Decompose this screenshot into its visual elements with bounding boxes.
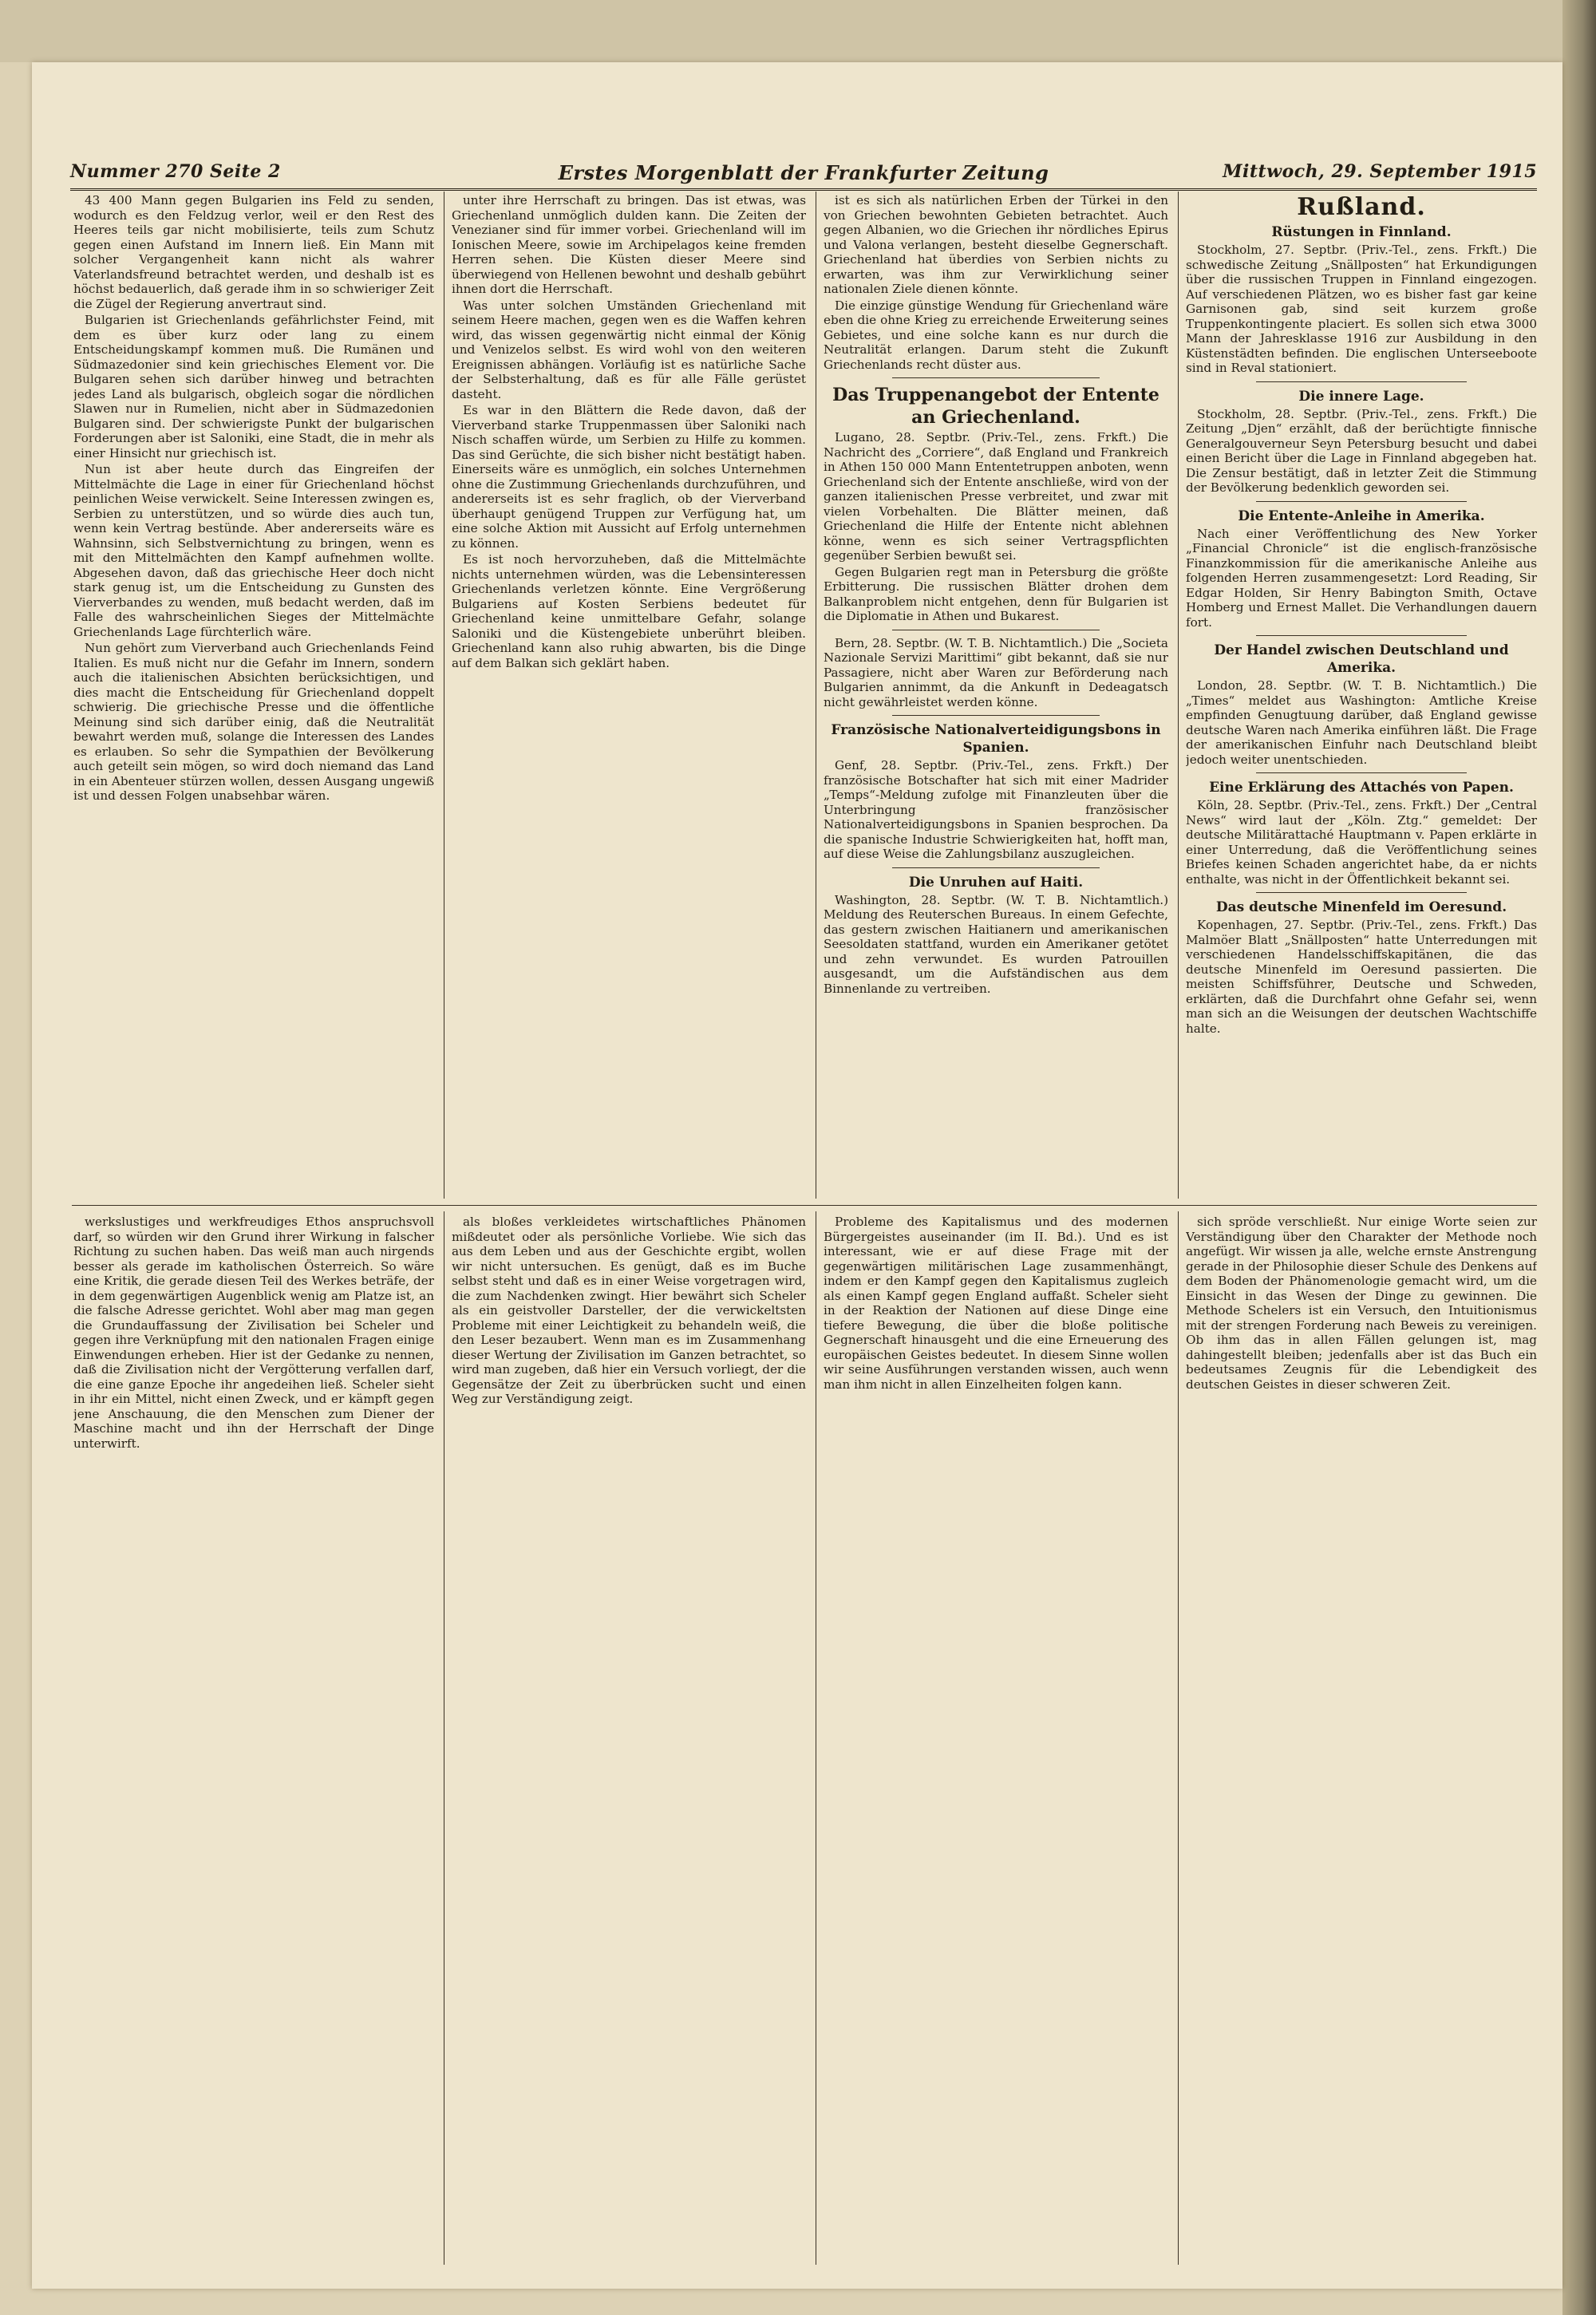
article-separator	[1256, 772, 1467, 773]
headline-nationalverteidigungsbons: Französische Nationalverteidigungsbons in Spanien.	[831, 722, 1161, 756]
paragraph: Was unter solchen Umständen Griechenland mit seinem Heere machen, gegen wen es die Waffen kehren wird, das wissen gegenwärtig nicht einmal der König und Venizelos selbst. Es wird wohl von den weiteren Ereignissen abhängen. Vorläufig ist es natürliche Sache der Selbsterhaltung, daß es für alle Fälle gerüstet dasteht.	[452, 298, 806, 401]
paragraph: unter ihre Herrschaft zu bringen. Das ist etwas, was Griechenland unmöglich dulden kann. Die Zeiten der Venezianer sind für immer vorbei. Griechenland will im Ionischen Meere, sowie im Archipelagos keine fremden Herren sehen. Die Küsten dieser Meere sind überwiegend von Hellenen bewohnt und deshalb gebührt ihnen dort die Herrschaft.	[452, 193, 806, 296]
feuilleton-rule	[72, 1205, 1537, 1206]
headline-truppenangebot: Das Truppenangebot der Entente an Griechenland.	[832, 385, 1159, 428]
headline-minenfeld: Das deutsche Minenfeld im Oeresund.	[1215, 899, 1507, 915]
paragraph: Nun gehört zum Vierverband auch Griechenlands Feind Italien. Es muß nicht nur die Gefahr im Innern, sondern auch die italienischen Absichten berücksichtigen, und dies macht die Entscheidung für Griechenland doppelt schwierig. Die griechische Presse und die öffentliche Meinung sind sich darüber einig, daß die Neutralität bewahrt werden muß, solange die Interessen des Landes es erlauben. So sehr die Sympathien der Bevölkerung auch geteilt sein mögen, so wird doch niemand das Land in ein Abenteuer stürzen wollen, dessen Ausgang ungewiß ist und dessen Folgen unabsehbar wären.	[73, 641, 434, 803]
article-column-2	[452, 193, 806, 1200]
article-separator	[1256, 635, 1467, 636]
article-separator	[1256, 501, 1467, 502]
column-rule	[1178, 192, 1179, 1199]
paragraph: London, 28. Septbr. (W. T. B. Nichtamtlich.) Die „Times“ meldet aus Washington: Amtliche Kreise empfinden Genugtuung darüber, daß England gewisse deutsche Waren nach Amerika einführen läßt. Die Frage der amerikanischen Einfuhr nach Deutschland bleibt jedoch weiter unentschieden.	[1186, 678, 1537, 767]
paragraph: werkslustiges und werkfreudiges Ethos anspruchsvoll darf, so würden wir den Grund ihrer Wirkung in falscher Richtung zu suchen haben. Das weiß man auch nirgends besser als gerade im katholischen Österreich. So wäre eine Kritik, die gerade diesen Teil des Werkes beträfe, der in dem gegenwärtigen Augenblick wenig am Platze ist, an die falsche Adresse gerichtet. Wohl aber mag man gegen die Grundauffassung der Zivilisation bei Scheler und gegen ihre Verknüpfung mit den nationalen Fragen einige Einwendungen erheben. Hier ist der Gedanke zu nennen, daß die Zivilisation nicht der Vergötterung verfallen darf, die eine ganze Epoche ihr angedeihen ließ. Scheler sieht in ihr ein Mittel, nicht einen Zweck, und er kämpft gegen jene Anschauung, die den Menschen zum Diener der Maschine macht und ihn der Herrschaft der Dinge unterwirft.	[73, 1215, 434, 1451]
paragraph: Bulgarien ist Griechenlands gefährlichster Feind, mit dem es über kurz oder lang zu einem Entscheidungskampf kommen muß. Die Rumänen und Südmazedonier sind kein griechisches Element vor. Die Bulgaren sehen sich darüber hinweg und betrachten jedes Land als bulgarisch, obgleich sogar die nördlichen Slawen nur in Rumelien, nicht aber in Südmazedonien Bulgaren sind. Der schwierigste Punkt der bulgarischen Forderungen aber ist Saloniki, eine Stadt, die in mehr als einer Hinsicht nur griechisch ist.	[73, 313, 434, 460]
headline-handel: Der Handel zwischen Deutschland und Amerika.	[1214, 642, 1509, 676]
paragraph: Lugano, 28. Septbr. (Priv.-Tel., zens. Frkft.) Die Nachricht des „Corriere“, daß England und Frankreich in Athen 150 000 Mann Ententetruppen anboten, wenn Griechenland sich der Entente anschließe, wird von der ganzen italienischen Presse verbreitet, und zwar mit vielen Vorbehalten. Die Blätter meinen, daß Griechenland die Hilfe der Entente nicht ablehnen könne, wenn es sich seiner Vertragspflichten gegenüber Serbien bewußt sei.	[824, 430, 1168, 563]
page-edge	[1562, 0, 1596, 2315]
article-separator	[892, 377, 1099, 378]
feuilleton-column-1	[73, 1215, 434, 2260]
issue-number: Nummer 270 Seite 2	[70, 161, 281, 182]
article-separator	[892, 715, 1099, 716]
paragraph: sich spröde verschließt. Nur einige Worte seien zur Verständigung über den Charakter der Methode noch angefügt. Wir wissen ja alle, welche ernste Anstrengung gerade in der Philosophie dieser Schule des Denkens auf dem Boden der Phänomenologie gemacht wird, um die Einsicht in das Wesen der Dinge zu gewinnen. Die Methode Schelers ist ein Versuch, den Intuitionismus mit der strengen Forderung nach Beweis zu vereinigen. Ob ihm das in allen Fällen gelungen ist, mag dahingestellt bleiben; jedenfalls aber ist das Buch ein bedeutsames Zeugnis für die Lebendigkeit des deutschen Geistes in dieser schweren Zeit.	[1186, 1215, 1537, 1392]
headline-entente-anleihe: Die Entente-Anleihe in Amerika.	[1238, 508, 1485, 524]
paragraph: Die einzige günstige Wendung für Griechenland wäre eben die ohne Krieg zu erreichende Erweiterung seines Gebietes, und eine solche kann es nur durch die Neutralität erlangen. Darum steht die Zukunft Griechenlands recht düster aus.	[824, 298, 1168, 372]
paragraph: Nun ist aber heute durch das Eingreifen der Mittelmächte die Lage in einer für Griechenland höchst peinlichen Weise verwickelt. Seine Interessen zwingen es, Serbien zu unterstützen, und so würde dies auch tun, wenn kein Vertrag bestünde. Aber andererseits wäre es Wahnsinn, sich Selbstvernichtung zu bringen, wenn es mit den Mittelmächten den Kampf aufnehmen wollte. Abgesehen davon, daß das griechische Heer doch nicht stark genug ist, um die Entscheidung zu Gunsten des Vierverbandes zu wenden, muß bedacht werden, daß im Falle des wahrscheinlichen Sieges der Mittelmächte Griechenlands Lage fürchterlich wäre.	[73, 462, 434, 639]
scan-background-top	[0, 0, 1596, 62]
headline-haiti: Die Unruhen auf Haiti.	[908, 874, 1084, 891]
feuilleton-column-3	[824, 1215, 1168, 2260]
feuilleton-column-4	[1186, 1215, 1537, 2260]
paragraph: als bloßes verkleidetes wirtschaftliches Phänomen mißdeutet oder als persönliche Vorliebe. Wie sich das aus dem Leben und aus der Geschichte ergibt, wollen wir nicht untersuchen. Es genügt, daß es im Buche selbst steht und daß es in einer Weise vorgetragen wird, die zum Nachdenken zwingt. Hier bewährt sich Scheler als ein geistvoller Darsteller, der die verwickeltsten Probleme mit einer Leichtigkeit zu behandeln weiß, die den Leser bezaubert. Wenn man es im Zusammenhang dieser Wertung der Zivilisation im Ganzen betrachtet, so wird man zugeben, daß hier ein Versuch vorliegt, der die Gegensätze der Zeit zu überbrücken sucht und einen Weg zur Verständigung zeigt.	[452, 1215, 806, 1406]
paragraph: Gegen Bulgarien regt man in Petersburg die größte Erbitterung. Die russischen Blätter drohen dem Balkanproblem nicht entgehen, denn für Bulgarien ist die Diplomatie in Athen und Bukarest.	[824, 564, 1168, 623]
paragraph: Nach einer Veröffentlichung des New Yorker „Financial Chronicle“ ist die englisch-französische Finanzkommission für die amerikanische Anleihe aus folgenden Herren zusammengesetzt: Lord Reading, Sir Edgar Holden, Sir Henry Babington Smith, Octave Homberg und Ernest Mallet. Die Verhandlungen dauern fort.	[1186, 526, 1537, 630]
article-column-4	[1186, 193, 1537, 1200]
article-separator	[892, 867, 1099, 868]
newspaper-title: Erstes Morgenblatt der Frankfurter Zeitung	[558, 161, 1049, 184]
column-rule	[1178, 1211, 1179, 2265]
article-separator	[1256, 381, 1467, 382]
paragraph: Genf, 28. Septbr. (Priv.-Tel., zens. Frkft.) Der französische Botschafter hat sich mit einer Madrider „Temps“-Meldung zufolge mit Finanzleuten über die Unterbringung französischer Nationalverteidigungsbons in Spanien besprochen. Da die spanische Industrie Schwierigkeiten hat, hofft man, auf diese Weise die Zahlungsbilanz auszugleichen.	[824, 758, 1168, 861]
headline-russland: Rußland.	[1297, 193, 1426, 221]
paragraph: 43 400 Mann gegen Bulgarien ins Feld zu senden, wodurch es den Feldzug verlor, weil er den Rest des Heeres teils gar nicht mobilisierte, teils zum Schutz gegen einen Aufstand im Innern ließ. Ein Mann mit solcher Vergangenheit kann nicht als wahrer Vaterlandsfreund betrachtet werden, und deshalb ist es höchst bedauerlich, daß gerade ihm in so schwieriger Zeit die Zügel der Regierung anvertraut sind.	[73, 193, 434, 311]
article-column-1	[73, 193, 434, 1200]
issue-date: Mittwoch, 29. September 1915	[1223, 161, 1537, 182]
headline-innere-lage: Die innere Lage.	[1298, 388, 1424, 405]
feuilleton-column-2	[452, 1215, 806, 2260]
article-column-3	[824, 193, 1168, 1200]
paragraph: Kopenhagen, 27. Septbr. (Priv.-Tel., zens. Frkft.) Das Malmöer Blatt „Snällposten“ hatte Unterredungen mit verschiedenen Handelsschiffskapitänen, die das deutsche Minenfeld im Oeresund passierten. Die meisten Schiffsführer, Deutsche und Schweden, erklärten, daß die Durchfahrt ohne Gefahr sei, wenn man sich an die Weisungen der deutschen Wachtschiffe halte.	[1186, 918, 1537, 1036]
paragraph: Washington, 28. Septbr. (W. T. B. Nichtamtlich.) Meldung des Reuterschen Bureaus. In einem Gefechte, das gestern zwischen Haitianern und amerikanischen Seesoldaten stattfand, wurden ein Amerikaner getötet und zehn verwundet. Es wurden Patrouillen ausgesandt, um die Aufständischen aus dem Binnenlande zu vertreiben.	[824, 892, 1168, 996]
subheadline-finnland: Rüstungen in Finnland.	[1271, 224, 1452, 240]
paragraph: Es war in den Blättern die Rede davon, daß der Vierverband starke Truppenmassen über Saloniki nach Nisch schaffen würde, um Serbien zu Hilfe zu kommen. Das sind Gerüchte, die sich bisher nicht bestätigt haben. Einerseits wäre es unmöglich, ein solches Unternehmen ohne die Zustimmung Griechenlands durchzuführen, und andererseits ist es sehr fraglich, ob der Vierverband überhaupt genügend Truppen zur Verfügung hat, um eine solche Aktion mit Aussicht auf Erfolg unternehmen zu können.	[452, 403, 806, 551]
paragraph: Es ist noch hervorzuheben, daß die Mittelmächte nichts unternehmen würden, was die Lebensinteressen Griechenlands verletzen könnte. Eine Vergrößerung Bulgariens auf Kosten Serbiens bedeutet für Griechenland keine unmittelbare Gefahr, solange Saloniki und die Küstengebiete unberührt bleiben. Griechenland kann also ruhig abwarten, bis die Dinge auf dem Balkan sich geklärt haben.	[452, 552, 806, 670]
masthead	[70, 152, 1537, 191]
paragraph: Stockholm, 28. Septbr. (Priv.-Tel., zens. Frkft.) Die Zeitung „Djen“ erzählt, daß der berüchtigte finnische Generalgouverneur Seyn Petersburg besucht und dabei einen Bericht über die Lage in Finnland abgegeben hat. Die Zensur bestätigt, daß in letzter Zeit die Stimmung der Bevölkerung bedenklich geworden sei.	[1186, 406, 1537, 495]
paragraph: Bern, 28. Septbr. (W. T. B. Nichtamtlich.) Die „Societa Nazionale Servizi Marittimi“ gibt bekannt, daß sie nur Passagiere, nicht aber Waren zur Beförderung nach Bulgarien annimmt, da die Ankunft in Dedeagatsch nicht gewährleistet werden könne.	[824, 635, 1168, 709]
paragraph: Stockholm, 27. Septbr. (Priv.-Tel., zens. Frkft.) Die schwedische Zeitung „Snällposten“ hat Erkundigungen über die russischen Truppen in Finnland eingezogen. Auf verschiedenen Plätzen, wo es bisher fast gar keine Garnisonen gab, sind seit kurzem große Truppenkontingente placiert. Es sollen sich etwa 3000 Mann der Jahresklasse 1916 zur Ausbildung in den Küstenstädten befinden. Die englischen Unterseeboote sind in Reval stationiert.	[1186, 243, 1537, 375]
paragraph: Probleme des Kapitalismus und des modernen Bürgergeistes auseinander (im II. Bd.). Und es ist interessant, wie er auf diese Frage mit der gegenwärtigen militärischen Lage zusammenhängt, indem er den Kampf gegen den Kapitalismus zugleich als einen Kampf gegen England auffaßt. Scheler sieht in der Reaktion der Nationen auf diese Dinge eine tiefere Bewegung, die über die bloße politische Gegnerschaft hinausgeht und die eine Erneuerung des europäischen Geistes bedeutet. In diesem Sinne wollen wir seine Ausführungen verstanden wissen, auch wenn man ihm nicht in allen Einzelheiten folgen kann.	[824, 1215, 1168, 1392]
article-separator	[1256, 892, 1467, 893]
headline-papen: Eine Erklärung des Attachés von Papen.	[1209, 780, 1514, 796]
paragraph: ist es sich als natürlichen Erben der Türkei in den von Griechen bewohnten Gebieten betrachtet. Auch gegen Albanien, wo die Griechen ihr nördliches Epirus und Valona verlangen, besteht dieselbe Gegnerschaft. Griechenland hat überdies von Serbien nichts zu erwarten, was ihm zur Verwirklichung seiner nationalen Ziele dienen könnte.	[824, 193, 1168, 296]
paragraph: Köln, 28. Septbr. (Priv.-Tel., zens. Frkft.) Der „Central News“ wird laut der „Köln. Ztg.“ gemeldet: Der deutsche Militärattaché Hauptmann v. Papen erklärte in einer Unterredung, daß die Veröffentlichung seines Briefes keinen Schaden angerichtet habe, da er nichts enthalte, was nicht in der Öffentlichkeit bekannt sei.	[1186, 798, 1537, 887]
